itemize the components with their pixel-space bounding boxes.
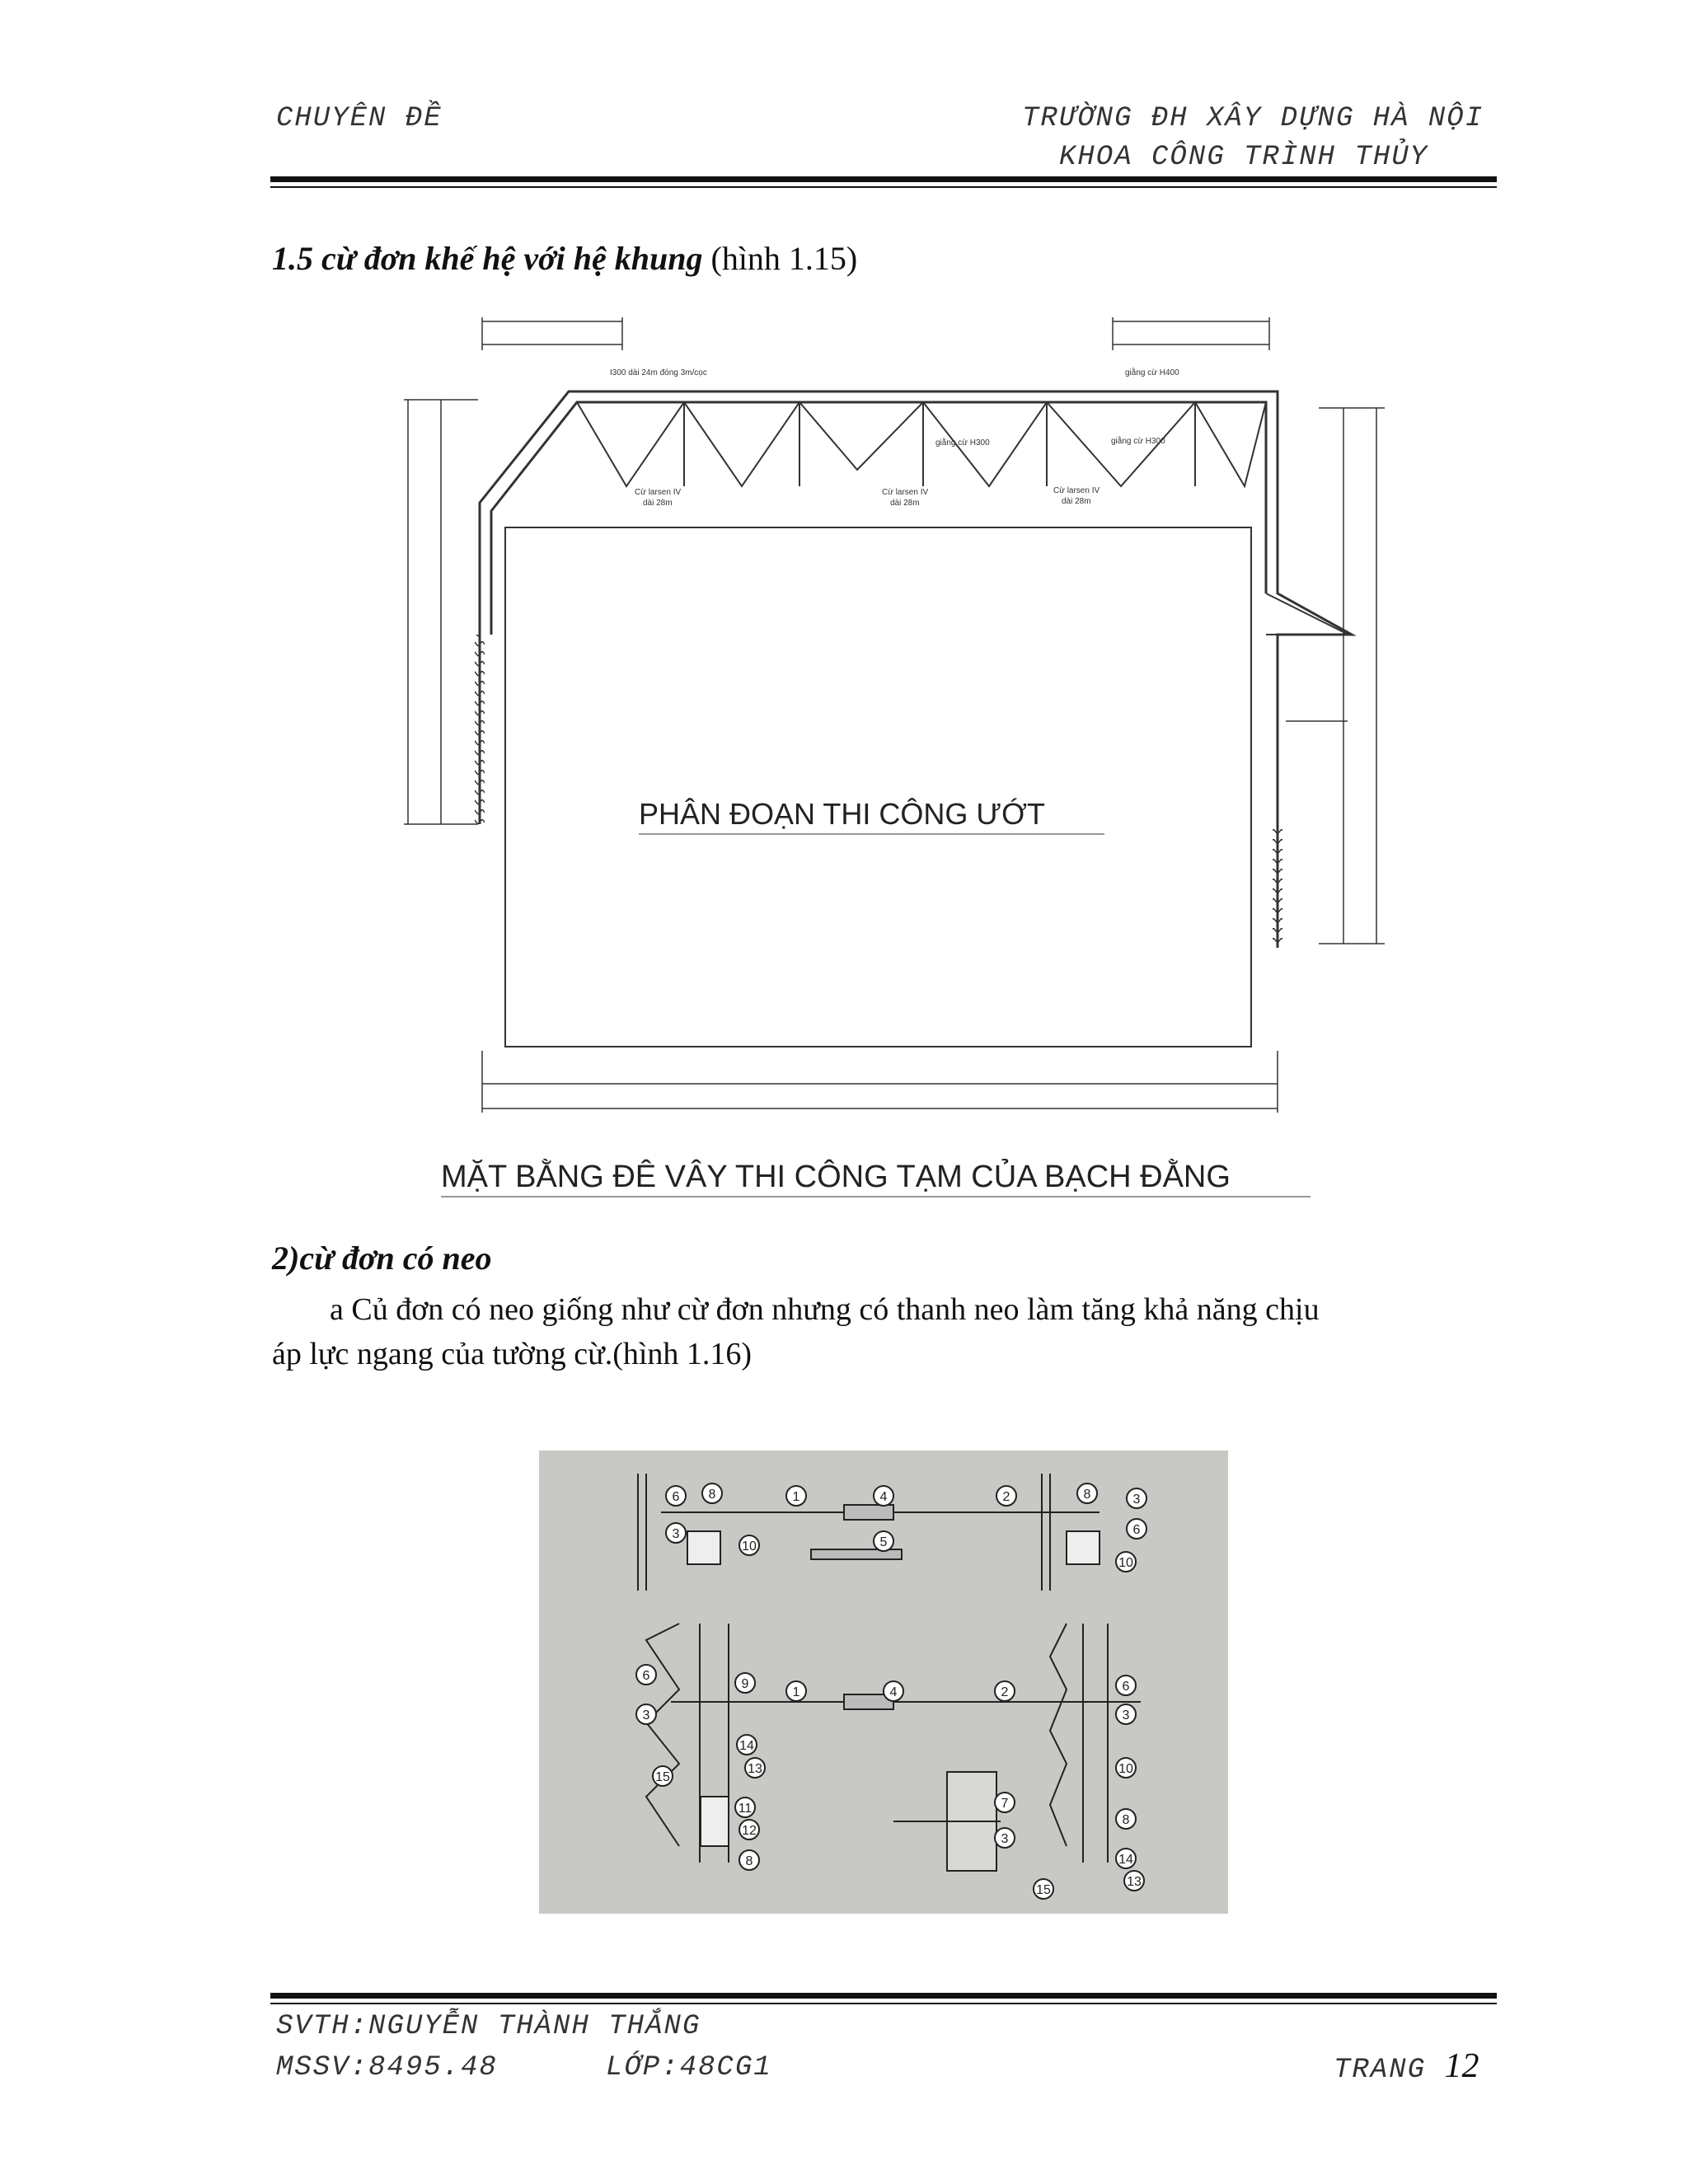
section-15-figure-ref: (hình 1.15) xyxy=(702,240,858,277)
callout-10c: 10 xyxy=(1118,1762,1133,1776)
footer-student-id: MSSV:8495.48 xyxy=(276,2052,498,2083)
right-zigzag-piles xyxy=(1273,824,1282,948)
header-left: CHUYÊN ĐỀ xyxy=(276,103,443,134)
plan-center-label: PHÂN ĐOẠN THI CÔNG ƯỚT xyxy=(639,797,1045,831)
callout-7: 7 xyxy=(1001,1797,1009,1811)
callout-15a: 15 xyxy=(655,1770,670,1784)
callout-1a: 1 xyxy=(792,1490,800,1504)
footer-page-number: 12 xyxy=(1444,2047,1479,2085)
left-dimension-lines xyxy=(404,400,478,824)
callout-14a: 14 xyxy=(739,1739,754,1753)
label-i300: I300 dài 24m đóng 3m/cọc xyxy=(610,368,707,377)
callout-6c: 6 xyxy=(642,1669,650,1683)
footer-page xyxy=(1334,2046,1479,2086)
callout-3c: 3 xyxy=(1122,1708,1130,1722)
callout-5: 5 xyxy=(879,1535,888,1549)
callout-3b: 3 xyxy=(1132,1493,1141,1507)
callout-10a: 10 xyxy=(742,1540,757,1554)
callout-2a: 2 xyxy=(1002,1490,1010,1504)
bracing-truss xyxy=(491,402,1348,635)
right-dimension-lines xyxy=(1286,408,1385,944)
callout-8a: 8 xyxy=(708,1488,716,1502)
callout-4b: 4 xyxy=(889,1685,898,1699)
label-length-2: dài 28m xyxy=(890,499,920,508)
callout-13a: 13 xyxy=(748,1762,762,1776)
callout-9: 9 xyxy=(741,1677,749,1691)
callout-2b: 2 xyxy=(1001,1685,1009,1699)
section-2-title: 2)cừ đơn có neo xyxy=(272,1240,492,1277)
callout-3d: 3 xyxy=(642,1708,650,1722)
callout-6d: 6 xyxy=(1122,1680,1130,1694)
header-rule-thin xyxy=(270,186,1497,188)
section-15-heading xyxy=(272,239,857,278)
bottom-dimension-lines xyxy=(482,1051,1278,1113)
header-right-line2: KHOA CÔNG TRÌNH THỦY xyxy=(1059,142,1429,173)
label-h400: giằng cừ H400 xyxy=(1125,368,1179,377)
section-2-heading xyxy=(272,1239,492,1277)
top-dimension-lines xyxy=(482,317,1269,350)
callout-6b: 6 xyxy=(1132,1523,1141,1537)
label-larsen-1: Cừ larsen IV xyxy=(635,488,682,497)
section-2-paragraph xyxy=(272,1287,1495,1376)
figure-anchor-detail xyxy=(539,1451,1228,1914)
callout-1b: 1 xyxy=(792,1685,800,1699)
footer-rule-thick xyxy=(270,1993,1497,1999)
callout-4a: 4 xyxy=(879,1490,888,1504)
label-h300-b: giằng cừ H300 xyxy=(1111,437,1165,446)
label-h300-a: giằng cừ H300 xyxy=(935,438,990,448)
label-larsen-2: Cừ larsen IV xyxy=(882,488,929,497)
callout-8c: 8 xyxy=(1122,1813,1130,1827)
callout-15b: 15 xyxy=(1036,1883,1051,1897)
construction-segment xyxy=(505,527,1251,1047)
callout-11: 11 xyxy=(738,1802,753,1816)
left-zigzag-piles xyxy=(475,635,485,824)
label-larsen-3: Cừ larsen IV xyxy=(1053,486,1100,495)
callout-14b: 14 xyxy=(1118,1853,1133,1867)
callout-8b: 8 xyxy=(1083,1488,1091,1502)
label-length-1: dài 28m xyxy=(643,499,673,508)
footer-student-name: SVTH:NGUYỄN THÀNH THẮNG xyxy=(276,2011,701,2042)
callout-8d: 8 xyxy=(745,1854,753,1868)
footer-class: LỚP:48CG1 xyxy=(606,2052,772,2083)
paragraph-line-2: áp lực ngang của tường cừ.(hình 1.16) xyxy=(272,1337,753,1371)
paragraph-line-1: a Củ đơn có neo giống như cừ đơn nhưng có thanh neo làm tăng khả năng chịu xyxy=(330,1292,1320,1327)
callout-3e: 3 xyxy=(1001,1832,1009,1846)
section-15-title: 1.5 cừ đơn khế hệ với hệ khung xyxy=(272,240,703,277)
figure-plan-drawing xyxy=(297,305,1401,1236)
label-length-3: dài 28m xyxy=(1062,497,1091,506)
callout-3a: 3 xyxy=(672,1527,680,1541)
header-right-line1: TRƯỜNG ĐH XÂY DỰNG HÀ NỘI xyxy=(1022,103,1484,134)
sheet-pile-wall xyxy=(480,391,1352,948)
callout-12: 12 xyxy=(742,1824,757,1838)
callout-6a: 6 xyxy=(672,1490,680,1504)
footer-rule-thin xyxy=(270,2003,1497,2004)
header-rule-thick xyxy=(270,176,1497,182)
callout-13b: 13 xyxy=(1127,1875,1142,1889)
callout-10b: 10 xyxy=(1118,1556,1133,1570)
plan-caption: MẶT BẰNG ĐÊ VÂY THI CÔNG TẠM CỦA BẠCH ĐẰNG xyxy=(441,1160,1231,1194)
footer-page-label: TRANG xyxy=(1334,2055,1427,2086)
